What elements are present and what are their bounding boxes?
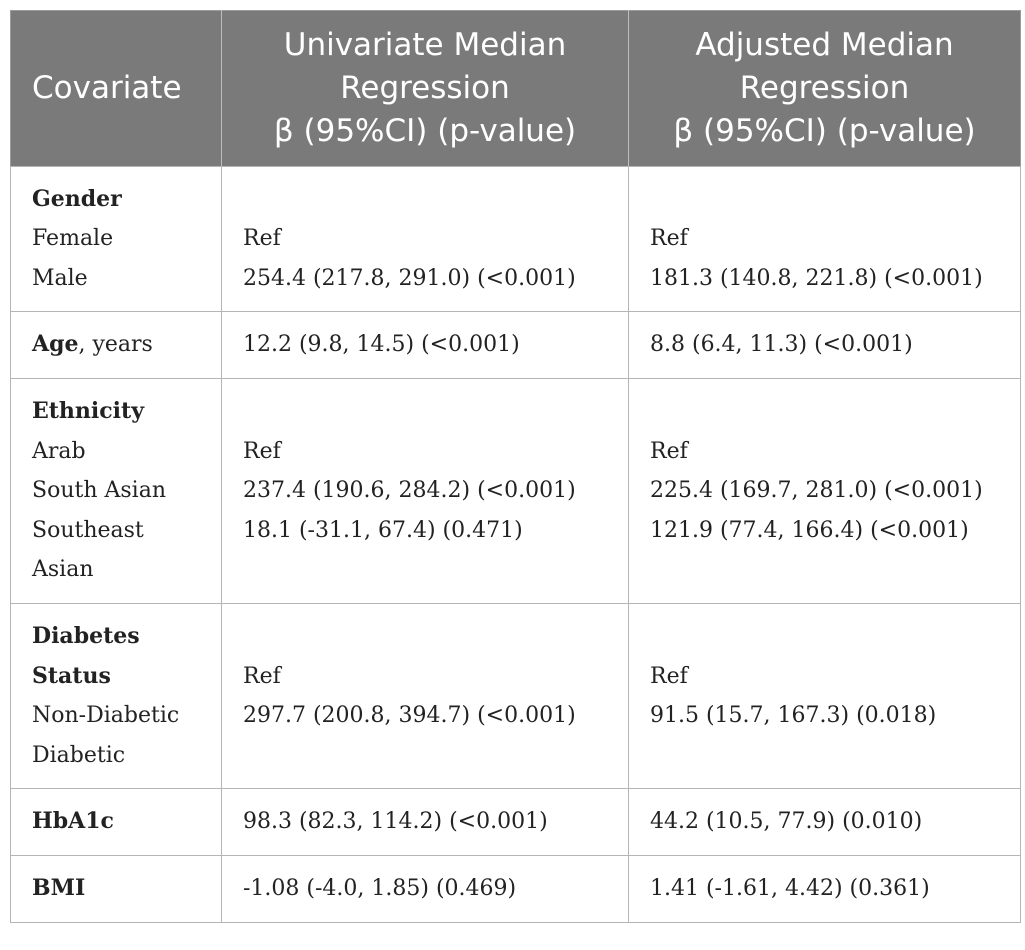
value-text: 225.4 (169.7, 281.0) (<0.001) — [650, 478, 983, 504]
univariate-cell-hba1c: 98.3 (82.3, 114.2) (<0.001) — [222, 789, 629, 856]
univariate-cell-age: 12.2 (9.8, 14.5) (<0.001) — [222, 312, 629, 379]
level-label: Female — [32, 226, 114, 252]
value-text: 18.1 (-31.1, 67.4) (0.471) — [243, 517, 523, 543]
level-label: Diabetic — [32, 742, 126, 768]
covariate-cell-diabetes — [11, 604, 222, 789]
covariate-label: Status — [32, 662, 111, 689]
header-univariate — [222, 11, 629, 167]
level-label: Asian — [32, 557, 94, 583]
univariate-cell-diabetes — [222, 604, 629, 789]
header-adjusted — [629, 11, 1021, 167]
adjusted-cell-hba1c: 44.2 (10.5, 77.9) (0.010) — [629, 789, 1021, 856]
adjusted-cell-bmi: 1.41 (-1.61, 4.42) (0.361) — [629, 856, 1021, 923]
value-text: Ref — [243, 226, 281, 252]
adjusted-cell-diabetes — [629, 604, 1021, 789]
header-adjusted-line1: Adjusted Median — [695, 27, 954, 63]
value-text: 91.5 (15.7, 167.3) (0.018) — [650, 703, 937, 728]
univariate-cell-gender — [222, 167, 629, 312]
table-row-ethnicity — [11, 379, 1021, 604]
univariate-cell-bmi: -1.08 (-4.0, 1.85) (0.469) — [222, 856, 629, 923]
covariate-cell-gender — [11, 167, 222, 312]
value-text: Ref — [243, 663, 281, 689]
table-row-diabetes — [11, 604, 1021, 789]
value-text: 254.4 (217.8, 291.0) (<0.001) — [243, 265, 576, 291]
value-text: Ref — [650, 226, 688, 252]
table-row-hba1c — [11, 789, 1021, 856]
value-text: Ref — [243, 438, 281, 464]
value-text: Ref — [650, 663, 688, 689]
table-row-gender — [11, 167, 1021, 312]
value-text: 237.4 (190.6, 284.2) (<0.001) — [243, 478, 576, 504]
covariate-label: Diabetes — [32, 623, 140, 649]
level-label: Southeast — [32, 517, 144, 543]
level-label: South Asian — [32, 478, 166, 504]
value-text: 181.3 (140.8, 221.8) (<0.001) — [650, 265, 983, 291]
covariate-label: HbA1c — [32, 808, 114, 835]
header-row — [11, 11, 1021, 167]
level-label: Arab — [32, 438, 86, 464]
covariate-suffix: , years — [78, 332, 153, 358]
header-univariate-line1: Univariate Median — [283, 27, 567, 63]
table-row-age — [11, 312, 1021, 379]
header-univariate-line2: Regression — [340, 70, 510, 106]
header-adjusted-line2: Regression — [739, 70, 910, 106]
level-label: Non-Diabetic — [32, 703, 180, 728]
adjusted-cell-gender — [629, 167, 1021, 312]
value-text — [650, 180, 1010, 220]
value-text: 297.7 (200.8, 394.7) (<0.001) — [243, 703, 576, 728]
adjusted-cell-ethnicity — [629, 379, 1021, 604]
header-covariate: Covariate — [11, 11, 222, 167]
covariate-label: BMI — [32, 875, 86, 902]
level-label: Male — [32, 265, 88, 291]
value-text: Ref — [650, 438, 688, 464]
covariate-cell-hba1c — [11, 789, 222, 856]
regression-table — [10, 10, 1021, 923]
covariate-label: Ethnicity — [32, 398, 144, 425]
covariate-label: Age — [32, 331, 79, 358]
univariate-cell-ethnicity — [222, 379, 629, 604]
covariate-cell-age — [11, 312, 222, 379]
table-row-bmi — [11, 856, 1021, 923]
covariate-label: Gender — [32, 185, 122, 212]
adjusted-cell-age: 8.8 (6.4, 11.3) (<0.001) — [629, 312, 1021, 379]
header-univariate-line3: β (95%CI) (p-value) — [273, 113, 577, 149]
covariate-cell-bmi — [11, 856, 222, 923]
header-adjusted-line3: β (95%CI) (p-value) — [673, 113, 976, 149]
covariate-cell-ethnicity — [11, 379, 222, 604]
value-text: 121.9 (77.4, 166.4) (<0.001) — [650, 517, 969, 543]
value-text — [243, 180, 618, 220]
